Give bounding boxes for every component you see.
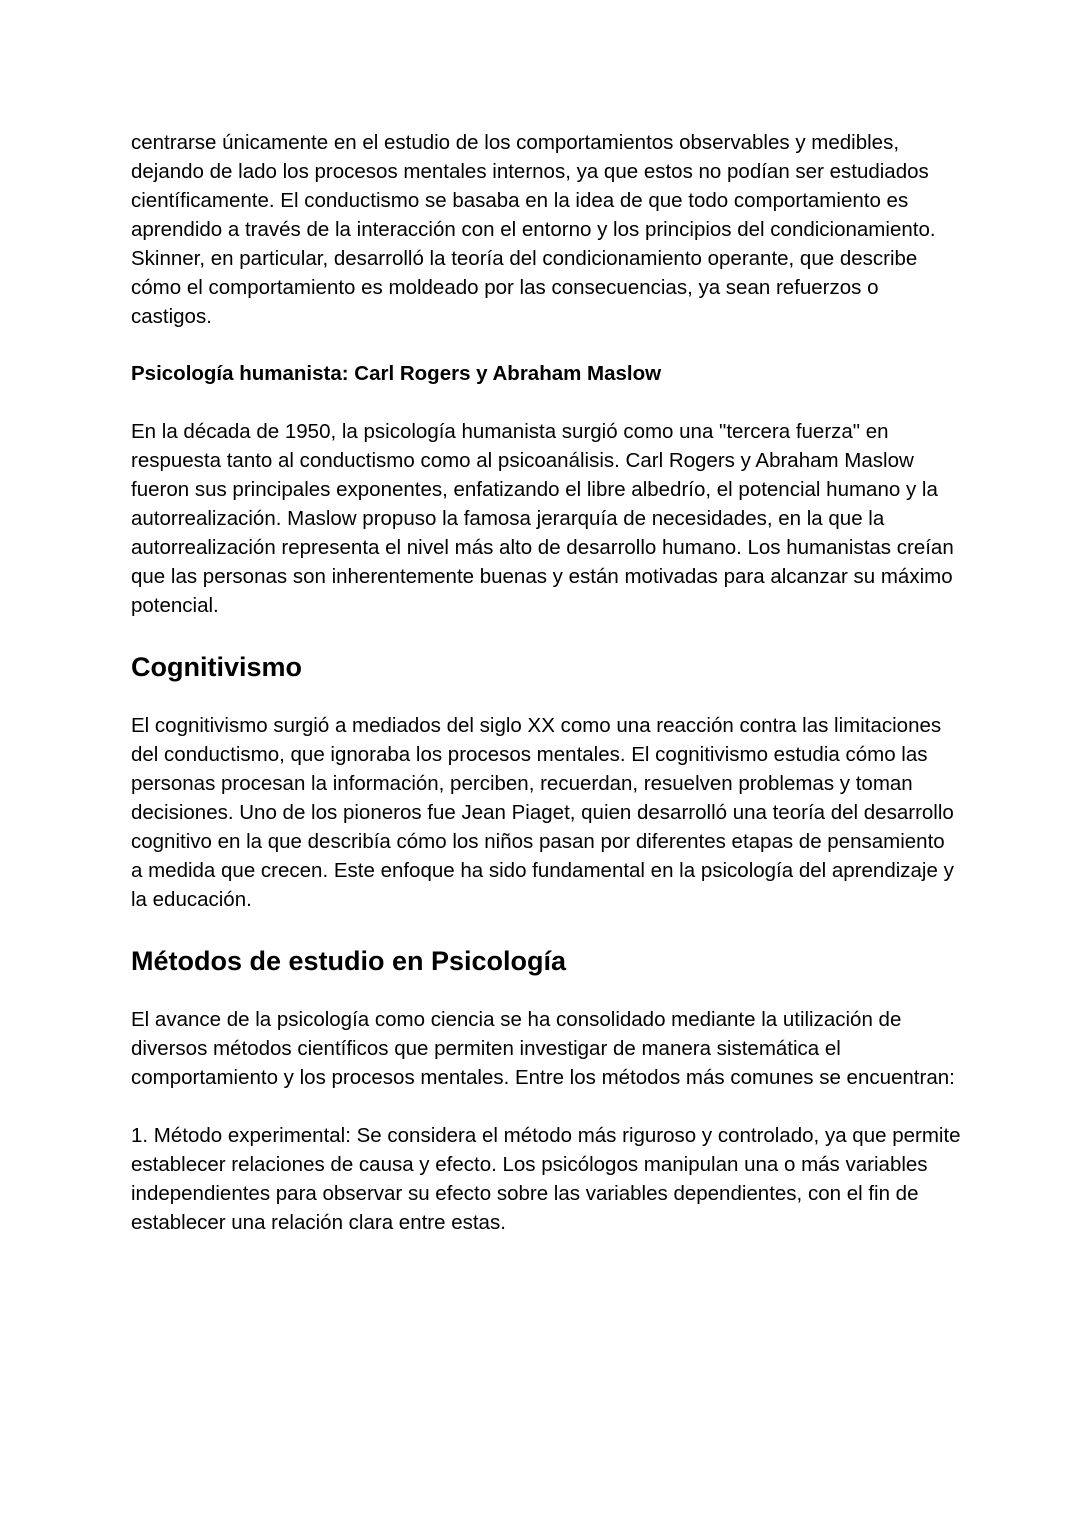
methods-list-item: 1. Método experimental: Se considera el método más riguroso y controlado, ya que permite establecer relaciones de causa y efecto. Los psicólogos manipulan una o más variables independientes para observar su efecto sobre las variables dependientes, con el fin de establecer una relación clara entre estas.	[131, 1124, 961, 1234]
humanism-subheading: Psicología humanista: Carl Rogers y Abraham Maslow	[131, 362, 662, 385]
document-page	[131, 128, 961, 1237]
methods-paragraph: El avance de la psicología como ciencia se ha consolidado mediante la utilización de diversos métodos científicos que permiten investigar de manera sistemática el comportamiento y los procesos mentales. Entre los métodos más comunes se encuentran:	[131, 1008, 955, 1089]
cognitivism-heading: Cognitivismo	[131, 652, 303, 682]
humanism-paragraph: En la década de 1950, la psicología humanista surgió como una "tercera fuerza" en respuesta tanto al conductismo como al psicoanálisis. Carl Rogers y Abraham Maslow fueron sus principales exponentes, enfatizando el libre albedrío, el potencial humano y la autorrealización. Maslow propuso la famosa jerarquía de necesidades, en la que la autorrealización representa el nivel más alto de desarrollo humano. Los humanistas creían que las personas son inherentemente buenas y están motivadas para alcanzar su máximo potencial.	[131, 420, 954, 617]
cognitivism-paragraph: El cognitivismo surgió a mediados del siglo XX como una reacción contra las limitaciones del conductismo, que ignoraba los procesos mentales. El cognitivismo estudia cómo las personas procesan la información, perciben, recuerdan, resuelven problemas y toman decisiones. Uno de los pioneros fue Jean Piaget, quien desarrolló una teoría del desarrollo cognitivo en la que describía cómo los niños pasan por diferentes etapas de pensamiento a medida que crecen. Este enfoque ha sido fundamental en la psicología del aprendizaje y la educación.	[131, 714, 954, 911]
intro-paragraph: centrarse únicamente en el estudio de los comportamientos observables y medibles, dejando de lado los procesos mentales internos, ya que estos no podían ser estudiados científicamente. El conductismo se basaba en la idea de que todo comportamiento es aprendido a través de la interacción con el entorno y los principios del condicionamiento. Skinner, en particular, desarrolló la teoría del condicionamiento operante, que describe cómo el comportamiento es moldeado por las consecuencias, ya sean refuerzos o castigos.	[131, 131, 936, 328]
methods-heading: Métodos de estudio en Psicología	[131, 946, 567, 976]
